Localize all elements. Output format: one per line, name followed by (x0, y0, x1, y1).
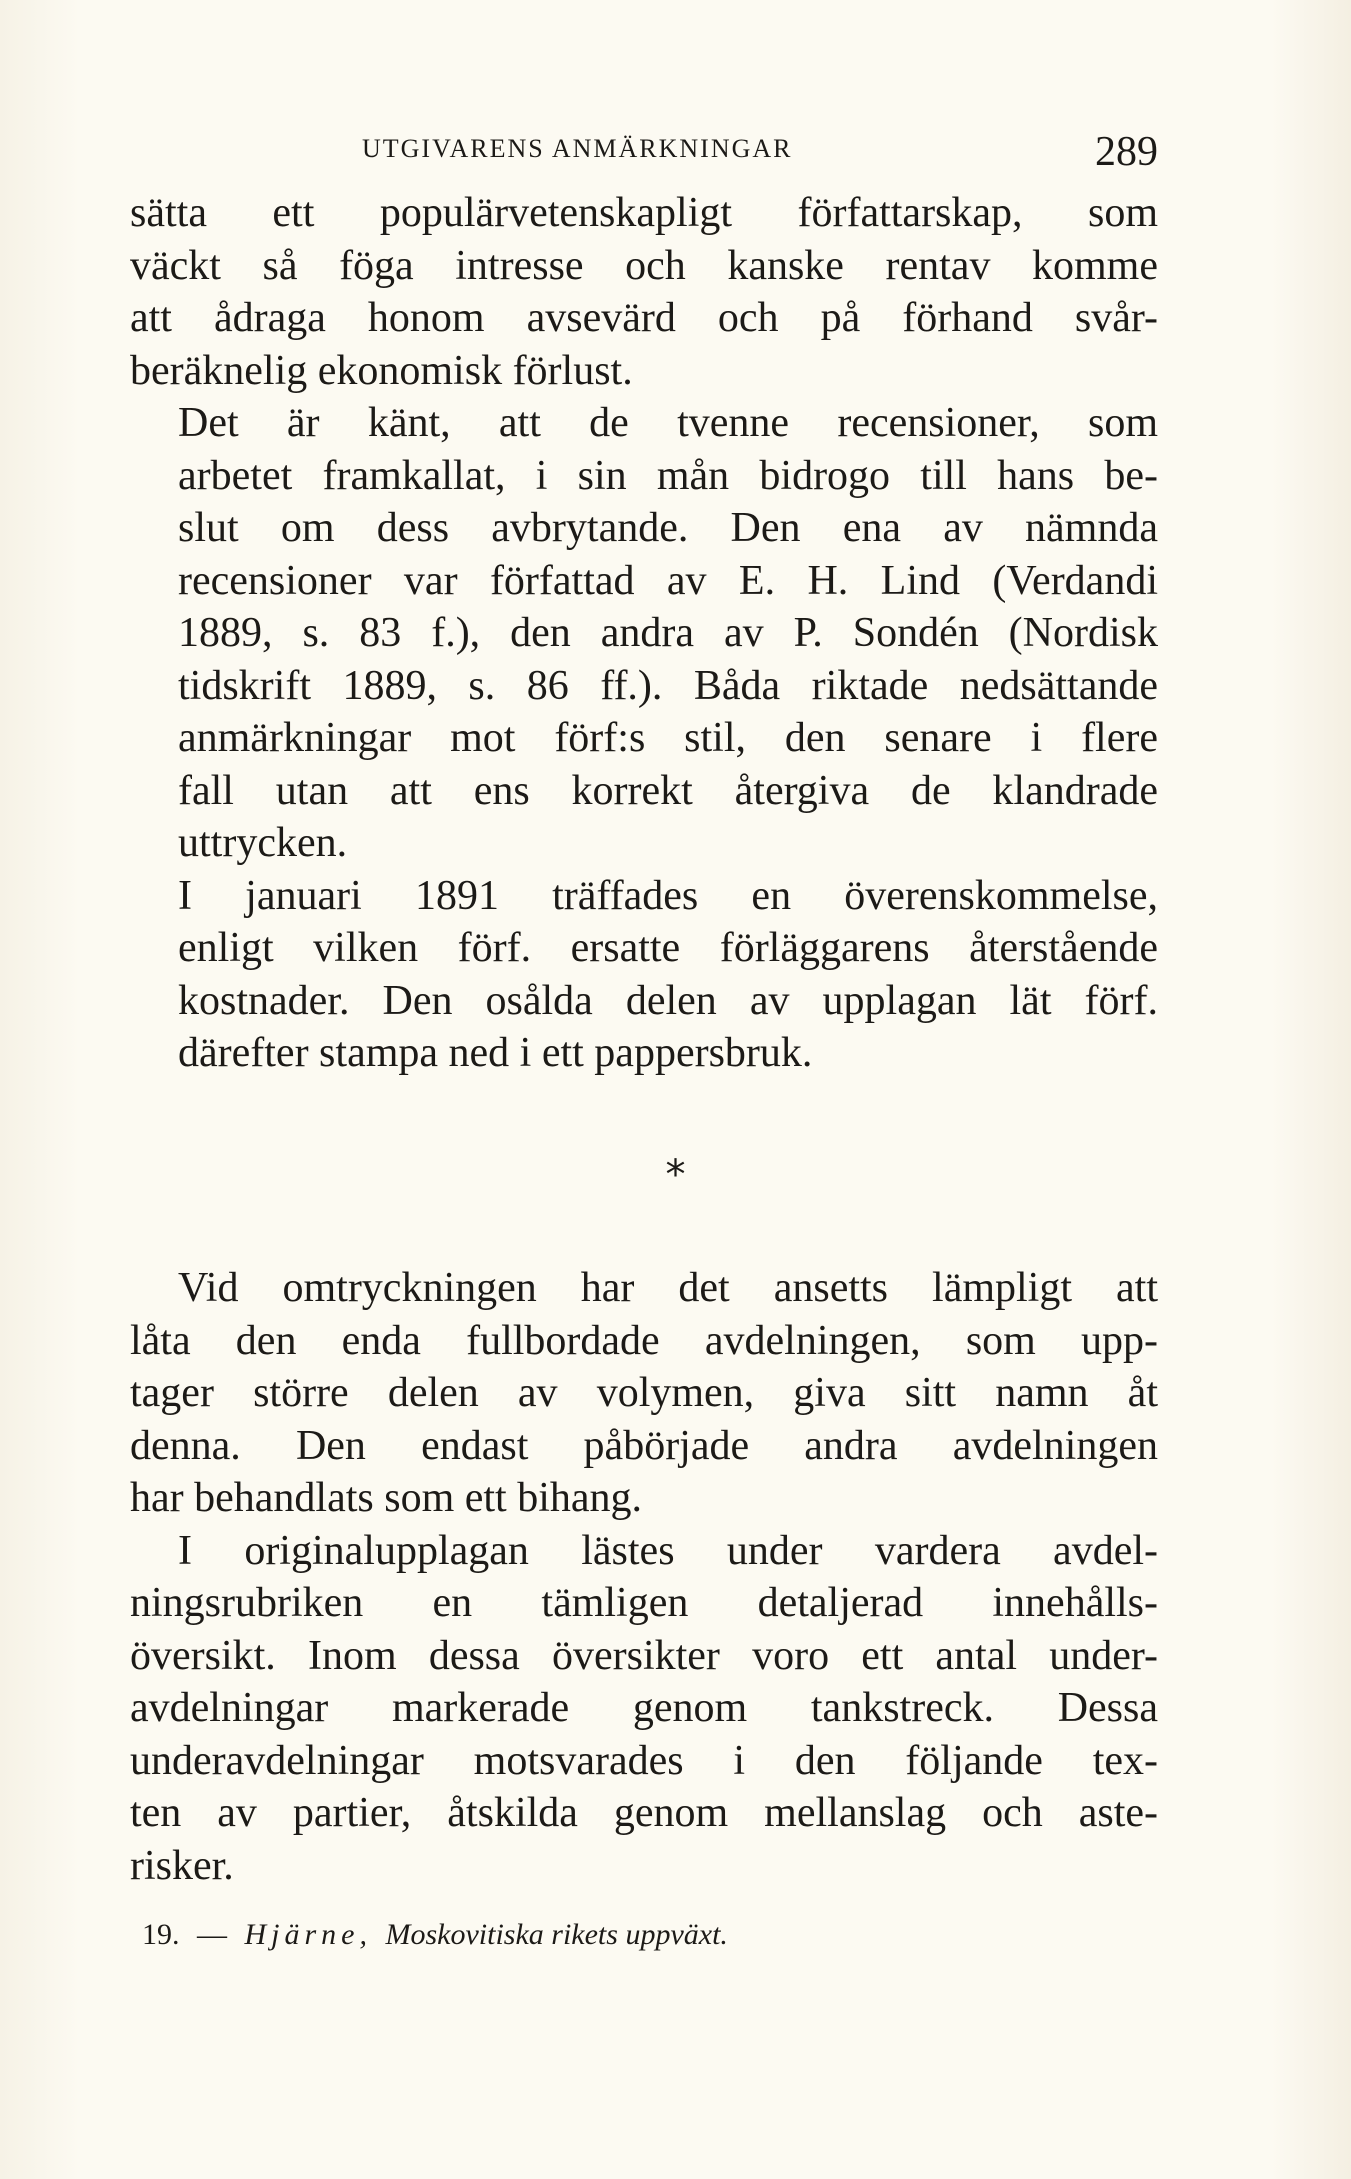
text-line: fall utan att ens korrekt återgiva de klandrade (178, 767, 1158, 814)
text-line: Vid omtryckningen har det ansetts lämpligt att (178, 1265, 1158, 1311)
signature-dash: — (197, 1918, 227, 1951)
text-line: uttrycken. (178, 820, 348, 866)
text-line: sätta ett populärvetenskapligt författarskap, som (130, 190, 1158, 236)
text-line: tidskrift 1889, s. 86 ff.). Båda riktade nedsättande (178, 662, 1158, 709)
text-line: tager större delen av volymen, giva sitt namn åt (130, 1370, 1158, 1416)
body-text-top (130, 187, 1158, 1080)
paragraph-agreement (130, 870, 1158, 1080)
text-line: att ådraga honom avsevärd och på förhand svår- (130, 295, 1158, 341)
text-line: ten av partier, åtskilda genom mellanslag och aste- (130, 1790, 1158, 1836)
signature-number: 19. (142, 1918, 180, 1951)
page-header (130, 128, 1158, 178)
text-line: I originalupplagan lästes under vardera avdel- (178, 1527, 1158, 1574)
text-line: arbetet framkallat, i sin mån bidrogo till hans be- (178, 452, 1158, 499)
text-line: kostnader. Den osålda delen av upplagan lät förf. (178, 977, 1158, 1024)
running-title: UTGIVARENS ANMÄRKNINGAR (362, 134, 793, 163)
text-line: I januari 1891 träffades en överenskommelse, (178, 872, 1158, 919)
text-line: recensioner var författad av E. H. Lind (Verdandi (178, 557, 1158, 604)
page-number: 289 (1095, 129, 1158, 175)
text-line: underavdelningar motsvarades i den följande tex- (130, 1737, 1158, 1784)
signature-title: Moskovitiska rikets uppväxt. (385, 1918, 728, 1951)
text-line: anmärkningar mot förf:s stil, den senare i flere (178, 715, 1158, 761)
body-text-bottom (130, 1262, 1158, 1892)
text-line: har behandlats som ett bihang. (130, 1475, 643, 1521)
paragraph-reviews (130, 397, 1158, 870)
text-line: översikt. Inom dessa översikter voro ett antal under- (130, 1632, 1158, 1679)
text-line: 1889, s. 83 f.), den andra av P. Sondén (Nordisk (178, 610, 1158, 656)
printer-signature (142, 1918, 728, 1952)
text-line: väckt så föga intresse och kanske rentav komme (130, 242, 1158, 289)
text-line: beräknelig ekonomisk förlust. (130, 347, 633, 394)
text-line: denna. Den endast påbörjade andra avdelningen (130, 1422, 1158, 1469)
paragraph-original-edition (130, 1525, 1158, 1893)
asterisk-separator: * (665, 1152, 686, 1198)
text-line: Det är känt, att de tvenne recensioner, som (178, 400, 1158, 446)
text-line: därefter stampa ned i ett pappersbruk. (178, 1030, 813, 1076)
text-line: låta den enda fullbordade avdelningen, som upp- (130, 1317, 1158, 1364)
paragraph-reprint (130, 1262, 1158, 1525)
text-line: slut om dess avbrytande. Den ena av nämnda (178, 505, 1158, 551)
paragraph-continuation (130, 187, 1158, 397)
text-line: enligt vilken förf. ersatte förläggarens återstående (178, 925, 1158, 971)
text-line: risker. (130, 1842, 234, 1889)
signature-author: Hjärne, (244, 1918, 372, 1951)
text-line: avdelningar markerade genom tankstreck. Dessa (130, 1685, 1158, 1731)
text-line: ningsrubriken en tämligen detaljerad innehålls- (130, 1580, 1158, 1626)
